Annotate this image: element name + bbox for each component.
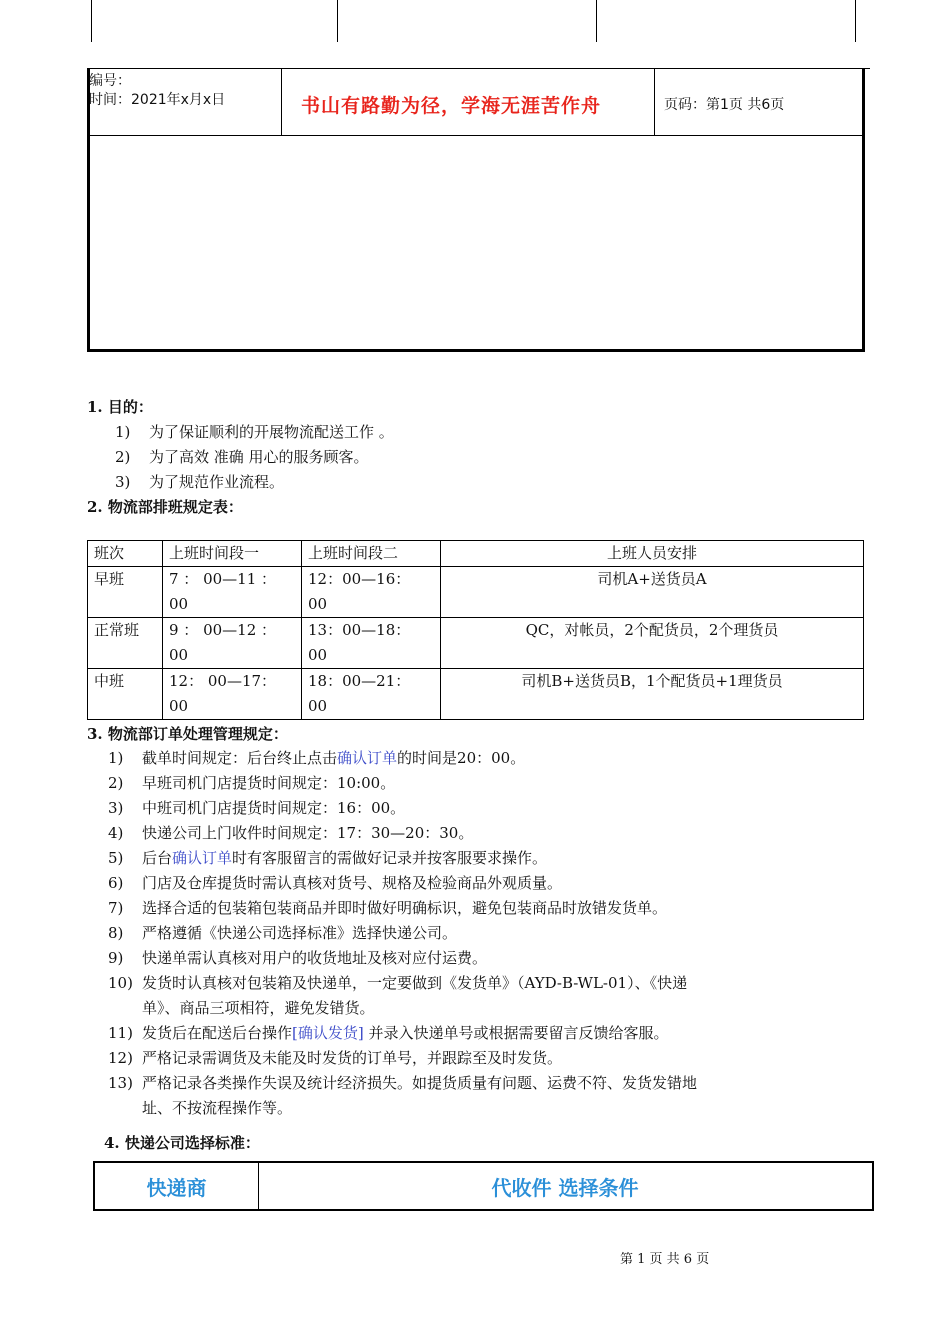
rule-item: 5) 后台确认订单时有客服留言的需做好记录并按客服要求操作。 — [108, 849, 548, 867]
rule-item: 4) 快递公司上门收件时间规定：17：30—20：30。 — [108, 824, 474, 842]
rule-item-continuation: 单》、商品三项相符，避免发错货。 — [142, 999, 375, 1017]
time-cell: 7 ： 00—11 ： 00 — [163, 567, 302, 618]
shift-cell: 早班 — [88, 567, 163, 618]
rule-item: 1) 截单时间规定：后台终止点击确认订单的时间是20：00。 — [108, 749, 526, 767]
criteria-column: 代收件 选择条件 — [491, 1175, 639, 1200]
column-header: 上班人员安排 — [441, 541, 864, 567]
rule-item: 13) 严格记录各类操作失误及统计经济损失。如提货质量有问题、运费不符、发货发错地 — [108, 1074, 698, 1092]
shift-cell: 中班 — [88, 669, 163, 720]
table-row — [88, 669, 864, 720]
rule-item: 6) 门店及仓库提货时需认真核对货号、规格及检验商品外观质量。 — [108, 874, 563, 892]
rule-item: 11) 发货后在配送后台操作[确认发货] 并录入快递单号或根据需要留言反馈给客服。 — [108, 1024, 669, 1042]
table-row — [88, 618, 864, 669]
confirm-shipment-link[interactable]: [确认发货] — [292, 1024, 364, 1042]
list-item: 2) 为了高效 准确 用心的服务顾客。 — [115, 448, 369, 466]
rule-item: 2) 早班司机门店提货时间规定：10:00。 — [108, 774, 396, 792]
page-info: 页码：第1页 共6页 — [664, 97, 785, 113]
confirm-order-link[interactable]: 确认订单 — [172, 849, 233, 867]
shift-cell: 正常班 — [88, 618, 163, 669]
time-cell: 12：00—16： 00 — [302, 567, 441, 618]
staff-cell: 司机B+送货员B，1个配货员+1理货员 — [441, 669, 864, 720]
time-cell: 13：00—18： 00 — [302, 618, 441, 669]
time-cell: 18：00—21： 00 — [302, 669, 441, 720]
section-1-title: 1. 目的： — [87, 398, 153, 416]
table-header-row — [88, 541, 864, 567]
rule-item-continuation: 址、不按流程操作等。 — [142, 1099, 293, 1117]
schedule-table — [87, 540, 864, 720]
rule-item: 8) 严格遵循《快递公司选择标准》选择快递公司。 — [108, 924, 458, 942]
column-header: 上班时间段二 — [302, 541, 441, 567]
rule-item: 9) 快递单需认真核对用户的收货地址及核对应付运费。 — [108, 949, 488, 967]
list-item: 3) 为了规范作业流程。 — [115, 473, 285, 491]
confirm-order-link[interactable]: 确认订单 — [337, 749, 398, 767]
section-2-title: 2. 物流部排班规定表： — [87, 498, 243, 516]
doc-time-label: 时间：2021年x月x日 — [89, 92, 226, 108]
column-header: 上班时间段一 — [163, 541, 302, 567]
rule-item: 10) 发货时认真核对包装箱及快递单，一定要做到《发货单》（AYD-B-WL-01）、《快递 — [108, 974, 688, 992]
courier-selection-table — [93, 1161, 874, 1211]
rule-item: 12) 严格记录需调货及未能及时发货的订单号，并跟踪至及时发货。 — [108, 1049, 563, 1067]
staff-cell: QC，对帐员，2个配货员，2个理货员 — [441, 618, 864, 669]
footer-page-number: 第 1 页 共 6 页 — [620, 1252, 710, 1267]
motto: 书山有路勤为径，学海无涯苦作舟 — [301, 95, 602, 117]
table-row — [88, 567, 864, 618]
column-header: 班次 — [88, 541, 163, 567]
time-cell: 12： 00—17： 00 — [163, 669, 302, 720]
section-4-title: 4. 快递公司选择标准： — [104, 1134, 260, 1152]
time-cell: 9 ： 00—12 ： 00 — [163, 618, 302, 669]
doc-number-label: 编号： — [89, 73, 131, 89]
courier-column: 快递商 — [95, 1163, 259, 1209]
rule-item: 7) 选择合适的包装箱包装商品并即时做好明确标识，避免包装商品时放错发货单。 — [108, 899, 668, 917]
list-item: 1) 为了保证顺利的开展物流配送工作 。 — [115, 423, 394, 441]
rule-item: 3) 中班司机门店提货时间规定：16：00。 — [108, 799, 406, 817]
section-3-title: 3. 物流部订单处理管理规定： — [87, 725, 288, 743]
staff-cell: 司机A+送货员A — [441, 567, 864, 618]
